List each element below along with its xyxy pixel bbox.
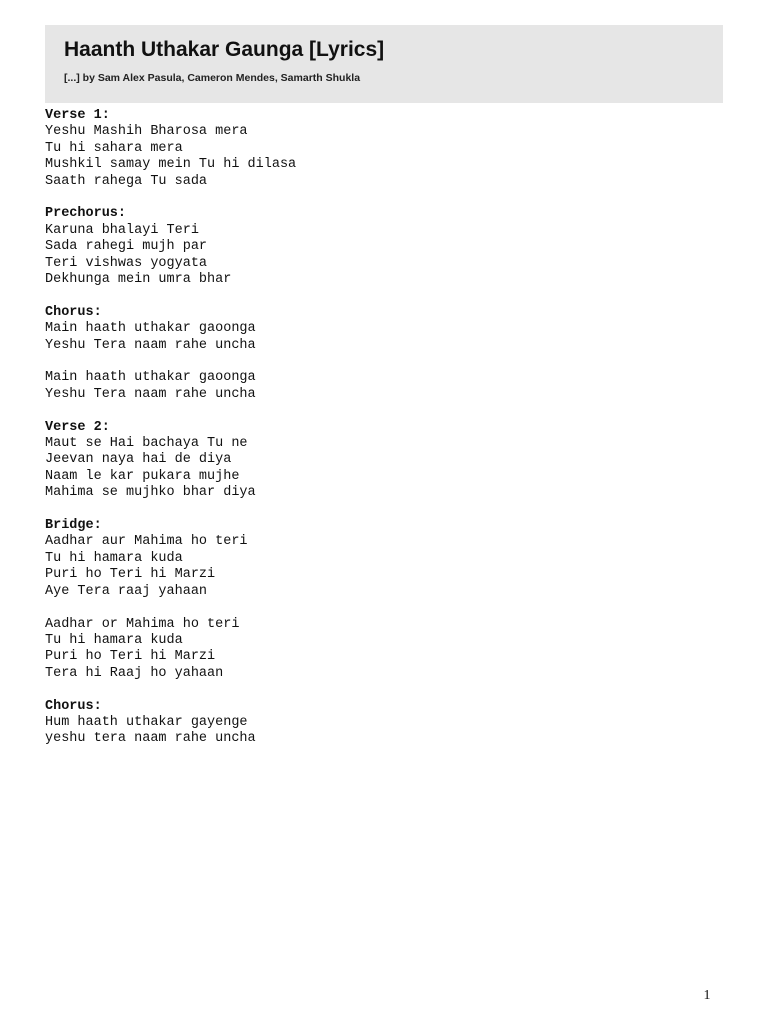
lyrics-section [45,108,685,190]
page-title: Haanth Uthakar Gaunga [Lyrics] [64,38,385,61]
lyric-line: Karuna bhalayi Teri [45,222,199,238]
section-heading: Chorus: [45,304,102,320]
lyrics-section [45,518,685,600]
page-number: 1 [703,988,711,1003]
lyric-line: Yeshu Mashih Bharosa mera [45,124,248,140]
lyric-line: Mushkil samay mein Tu hi dilasa [45,157,297,173]
lyric-line: Maut se Hai bachaya Tu ne [45,436,248,452]
lyric-line: yeshu tera naam rahe uncha [45,731,256,747]
lyric-line: Jeevan naya hai de diya [45,452,232,468]
lyric-line: Hum haath uthakar gayenge [45,714,248,730]
section-heading: Verse 2: [45,419,110,435]
lyric-line: Tu hi hamara kuda [45,550,183,566]
lyrics-section [45,617,685,683]
lyrics-section [45,206,685,288]
lyrics-section [45,699,685,748]
section-heading: Verse 1: [45,108,110,123]
lyric-line: Tu hi hamara kuda [45,632,183,648]
lyric-line: Aye Tera raaj yahaan [45,583,208,599]
lyric-line: Mahima se mujhko bhar diya [45,485,256,501]
lyrics-section [45,420,685,502]
section-heading: Chorus: [45,698,102,714]
lyric-line: Tu hi sahara mera [45,140,183,156]
lyric-line: Main haath uthakar gaoonga [45,321,256,337]
lyric-line: Teri vishwas yogyata [45,255,208,271]
section-heading: Prechorus: [45,206,127,222]
lyric-line: Puri ho Teri hi Marzi [45,649,216,665]
lyric-line: Aadhar or Mahima ho teri [45,616,240,632]
lyric-line: Saath rahega Tu sada [45,173,208,189]
lyric-line: Yeshu Tera naam rahe uncha [45,337,256,353]
lyric-line: Naam le kar pukara mujhe [45,468,240,484]
lyric-line: Dekhunga mein umra bhar [45,272,232,288]
title-banner [45,25,723,103]
song-credits: [...] by Sam Alex Pasula, Cameron Mendes, Samarth Shukla [64,72,361,84]
lyrics-body [45,108,685,764]
lyric-line: Sada rahegi mujh par [45,239,208,255]
lyric-line: Aadhar aur Mahima ho teri [45,534,248,550]
lyric-line: Main haath uthakar gaoonga [45,370,256,386]
lyrics-section [45,305,685,354]
section-heading: Bridge: [45,518,102,534]
lyric-line: Tera hi Raaj ho yahaan [45,665,224,681]
lyric-line: Puri ho Teri hi Marzi [45,567,216,583]
lyrics-section [45,370,685,403]
lyric-line: Yeshu Tera naam rahe uncha [45,386,256,402]
